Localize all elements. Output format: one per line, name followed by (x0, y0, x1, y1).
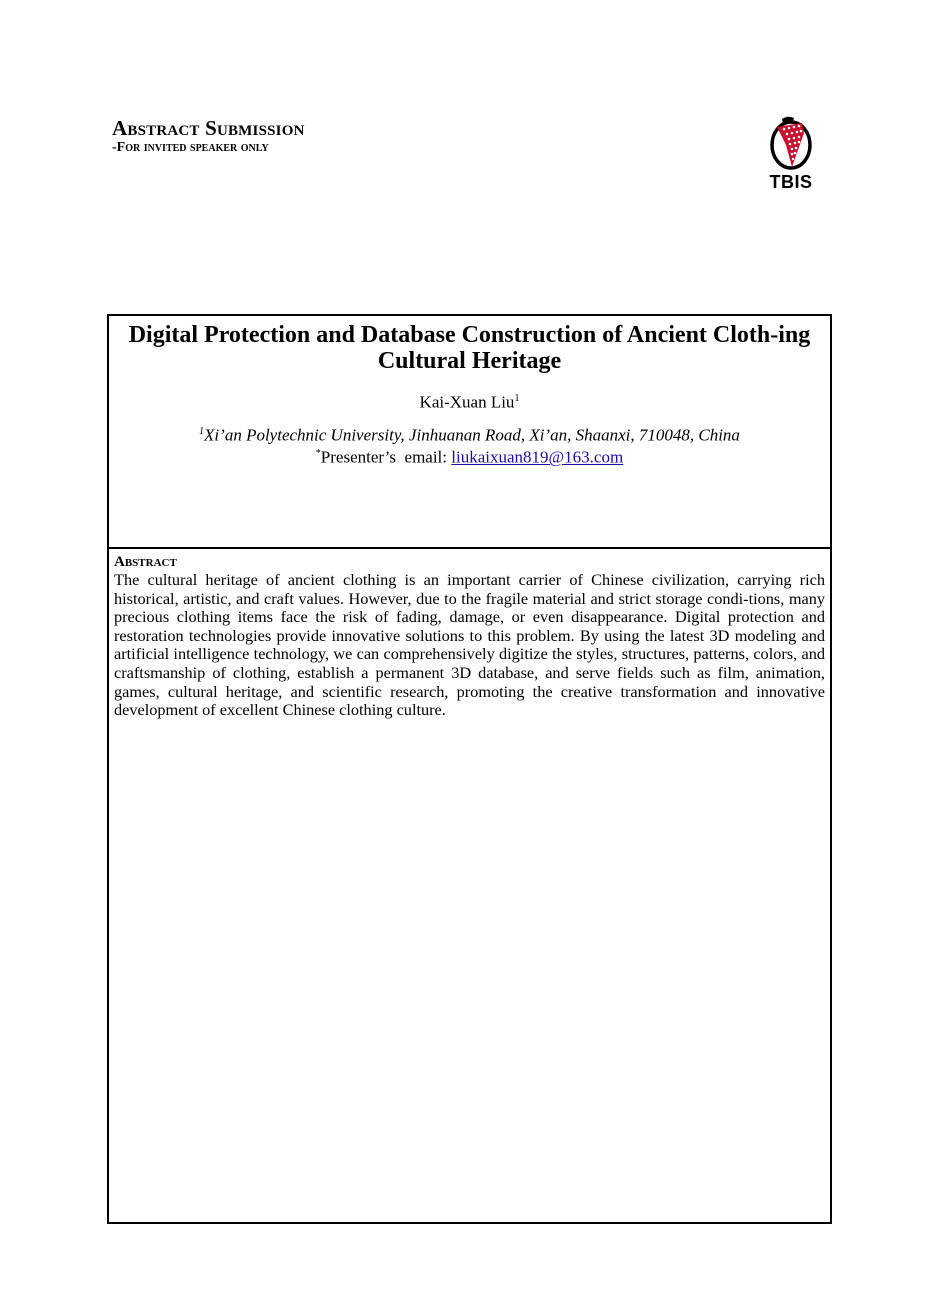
author-name: Kai-Xuan Liu (419, 392, 515, 412)
abstract-frame (107, 314, 832, 1224)
submission-title: Abstract Submission (112, 116, 305, 140)
tbis-logo (758, 115, 824, 195)
affiliation-superscript: 1 (199, 425, 205, 437)
presenter-label: Presenter’s email: (320, 447, 452, 467)
submission-subtitle: -For invited speaker only (112, 140, 269, 155)
presenter-marker: * (315, 448, 321, 460)
abstract-heading: Abstract (114, 554, 177, 570)
paper-title: Digital Protection and Database Construction of Ancient Cloth-ing Cultural Heritage (128, 322, 811, 374)
abstract-body: The cultural heritage of ancient clothing is an important carrier of Chinese civilization, carrying rich historical, artistic, and craft values. However, due to the fragile material and strict storage condi-tions, many precious clothing items face the risk of fading, damage, or even disappearance. Digital protection and restoration technologies provide innovative solutions to this problem. By using the latest 3D modeling and artificial intelligence technology, we can comprehensively digitize the styles, structures, patterns, colors, and craftsmanship of clothing, establish a permanent 3D database, and serve fields such as film, animation, games, cultural heritage, and scientific research, promoting the creative transformation and innovative development of excellent Chinese clothing culture. (114, 570, 825, 720)
presenter-email-line (109, 444, 830, 467)
affiliation-line (109, 422, 830, 445)
logo-text: TBIS (769, 172, 813, 192)
author-superscript: 1 (514, 393, 520, 404)
affiliation-text: Xi’an Polytechnic University, Jinhuanan Road, Xi’an, Shaanxi, 710048, China (204, 425, 740, 445)
presenter-email-link[interactable]: liukaixuan819@163.com (451, 447, 624, 467)
title-block (109, 316, 830, 549)
abstract-section (109, 549, 830, 720)
author-line (109, 389, 830, 413)
tbis-emblem-icon (758, 115, 824, 173)
